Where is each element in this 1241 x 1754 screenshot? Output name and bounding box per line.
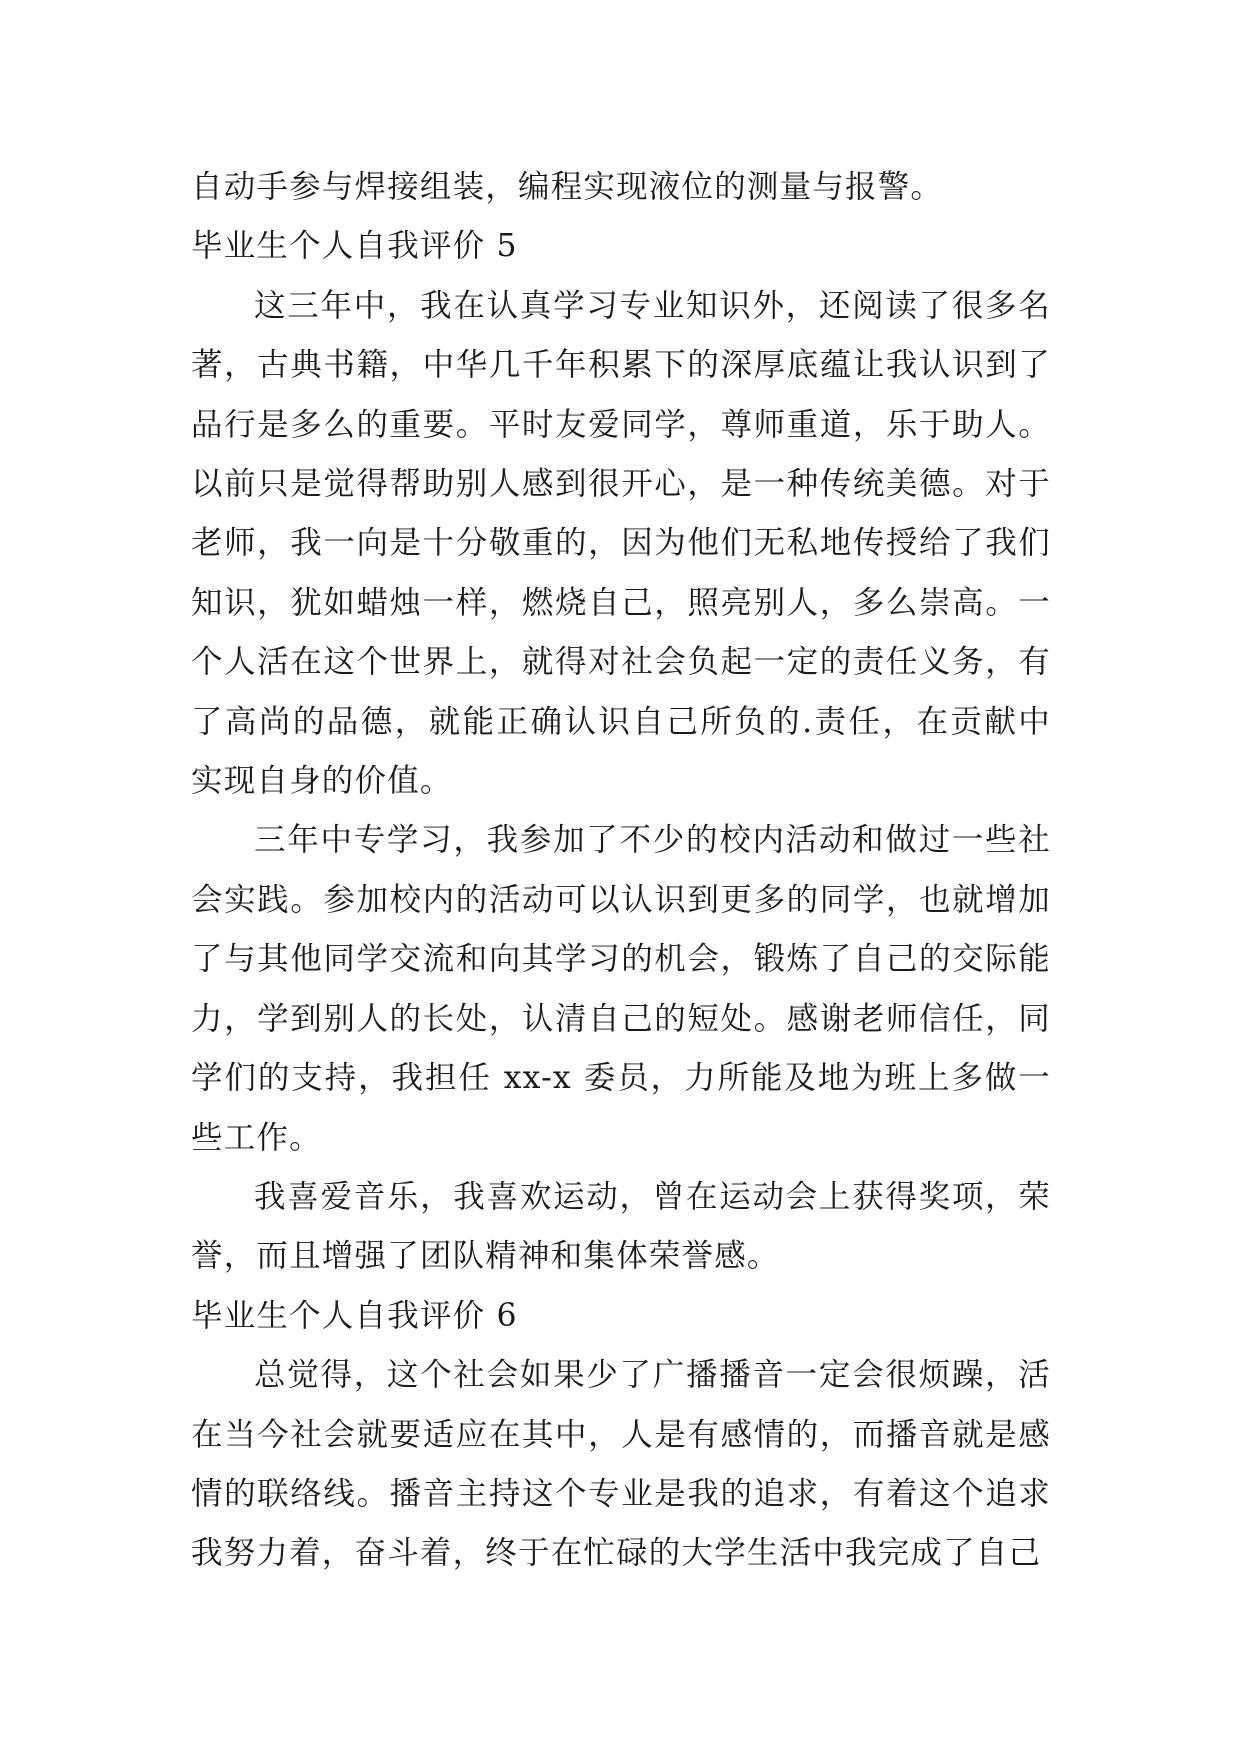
document-body [191,158,1051,1584]
paragraph-character: 这三年中，我在认真学习专业知识外，还阅读了很多名著，古典书籍，中华几千年积累下的深厚底蕴让我认识到了品行是多么的重要。平时友爱同学，尊师重道，乐于助人。以前只是觉得帮助别人感到很开心，是一种传统美德。对于老师，我一向是十分敬重的，因为他们无私地传授给了我们知识，犹如蜡烛一样，燃烧自己，照亮别人，多么崇高。一个人活在这个世界上，就得对社会负起一定的责任义务，有了高尚的品德，就能正确认识自己所负的.责任，在贡献中实现自身的价值。 [191,287,1051,800]
paragraph-activities: 三年中专学习，我参加了不少的校内活动和做过一些社会实践。参加校内的活动可以认识到更多的同学，也就增加了与其他同学交流和向其学习的机会，锻炼了自己的交际能力，学到别人的长处，认清自己的短处。感谢老师信任，同学们的支持，我担任 xx-x 委员，力所能及地为班上多做一些工作。 [191,822,1051,1156]
section-heading-5: 毕业生个人自我评价 5 [191,228,518,265]
paragraph-broadcasting: 总觉得，这个社会如果少了广播播音一定会很烦躁，活在当今社会就要适应在其中，人是有感情的，而播音就是感情的联络线。播音主持这个专业是我的追求，有着这个追求我努力着，奋斗着，终于在忙碌的大学生活中我完成了自己 [191,1357,1051,1572]
paragraph-hobbies: 我喜爱音乐，我喜欢运动，曾在运动会上获得奖项，荣誉，而且增强了团队精神和集体荣誉感。 [191,1178,1051,1275]
paragraph-continuation: 自动手参与焊接组装，编程实现液位的测量与报警。 [191,169,944,205]
section-heading-6: 毕业生个人自我评价 6 [191,1297,518,1334]
